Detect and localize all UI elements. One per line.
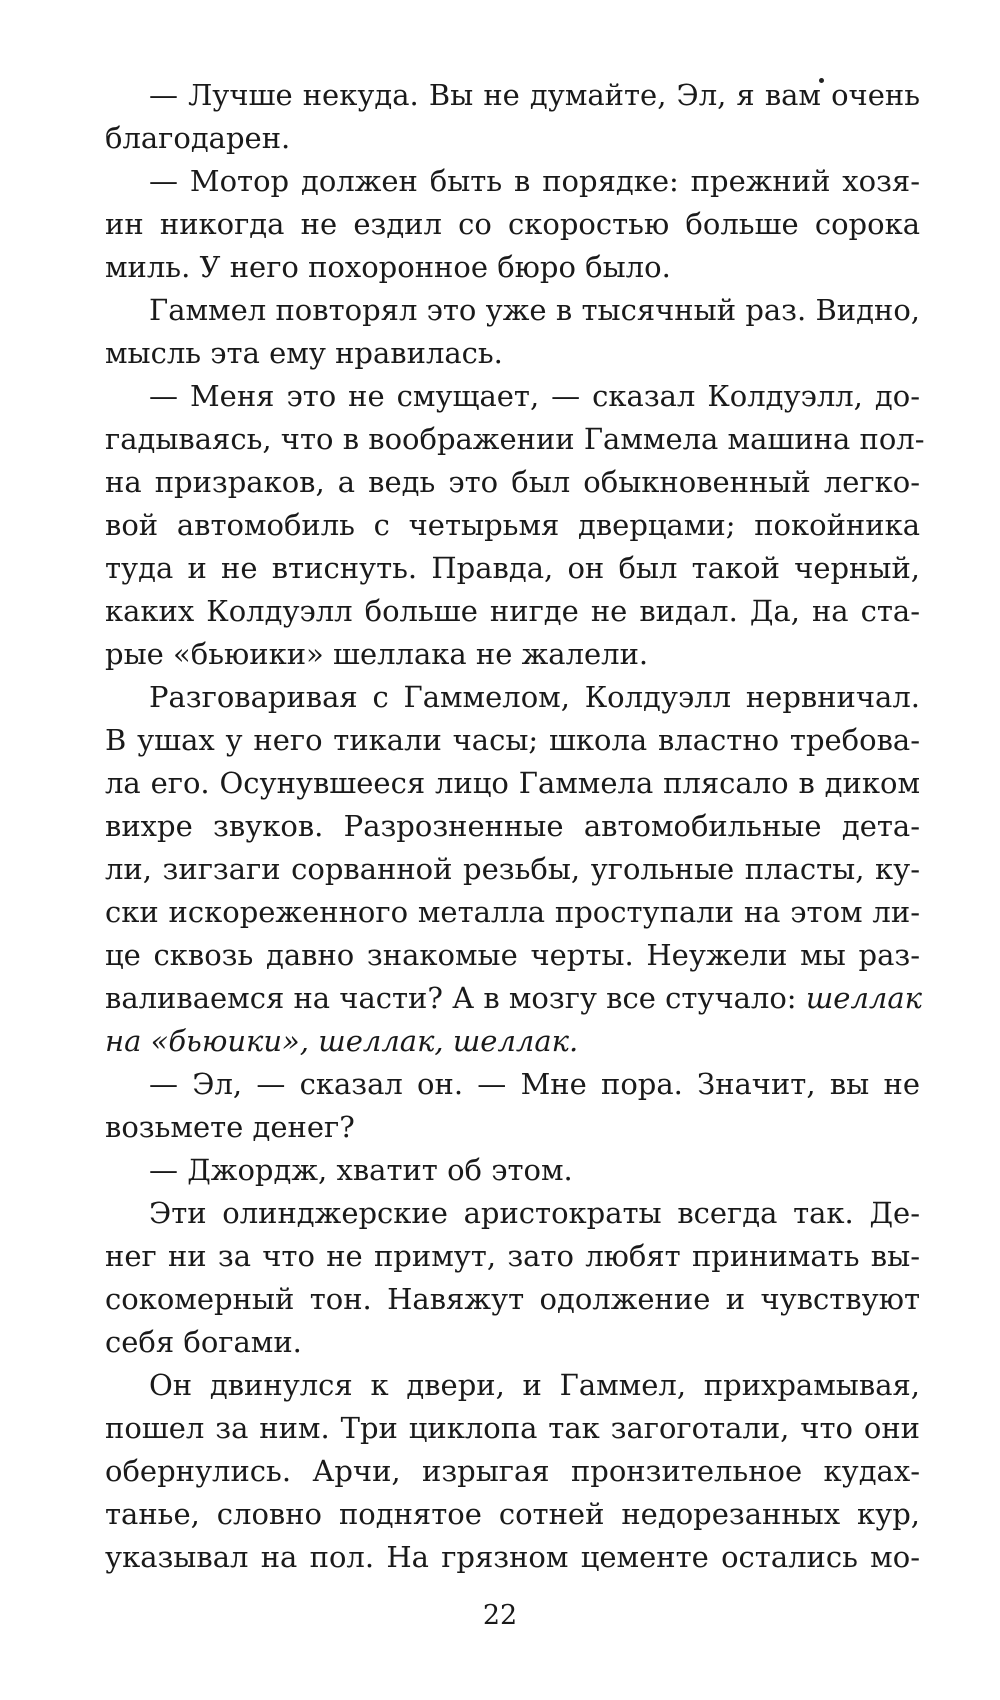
text-segment: валиваемся на части? А в мозгу все стучало: (105, 981, 806, 1015)
text-line (105, 977, 920, 1020)
text-line: гадываясь, что в воображении Гаммела машина пол- (105, 422, 925, 456)
italic-line: на «бьюики», шеллак, шеллак. (105, 1024, 579, 1058)
text-line: возьмете денег? (105, 1110, 355, 1144)
text-line: сокомерный тон. Навяжут одолжение и чувствуют (105, 1282, 920, 1316)
text-line: рые «бьюики» шеллака не жалели. (105, 637, 649, 671)
text-line: обернулись. Арчи, изрыгая пронзительное кудах- (105, 1454, 920, 1488)
text-line: вой автомобиль с четырьмя дверцами; покойника (105, 508, 920, 542)
italic-segment: шеллак (805, 981, 922, 1015)
text-line: каких Колдуэлл больше нигде не видал. Да, на ста- (105, 594, 920, 628)
text-line: ли, зигзаги сорванной резьбы, угольные пласты, ку- (105, 852, 920, 886)
text-line: ски искореженного металла проступали на этом ли- (105, 895, 920, 929)
text-line: танье, словно поднятое сотней недорезанных кур, (105, 1497, 920, 1531)
text-line: миль. У него похоронное бюро было. (105, 250, 671, 284)
text-line: пошел за ним. Три циклопа так загоготали, что они (105, 1411, 920, 1445)
text-line: це сквозь давно знакомые черты. Неужели мы раз- (105, 938, 920, 972)
text-line: на призраков, а ведь это был обыкновенный легко- (105, 465, 920, 499)
page-number: 22 (482, 1600, 518, 1631)
text-line: Гаммел повторял это уже в тысячный раз. Видно, (149, 293, 920, 327)
text-line: Он двинулся к двери, и Гаммел, прихрамывая, (149, 1368, 920, 1402)
text-line: В ушах у него тикали часы; школа властно требова- (105, 723, 920, 757)
text-line: себя богами. (105, 1325, 302, 1359)
text-line: Разговаривая с Гаммелом, Колдуэлл нервничал. (149, 680, 920, 714)
text-line: — Лучше некуда. Вы не думайте, Эл, я вам очень (149, 78, 920, 112)
text-line: вихре звуков. Разрозненные автомобильные дета- (105, 809, 920, 843)
text-line: благодарен. (105, 121, 291, 155)
text-line: ла его. Осунувшееся лицо Гаммела плясало в диком (105, 766, 920, 800)
text-line: нег ни за что не примут, зато любят принимать вы- (105, 1239, 920, 1273)
text-line: Эти олинджерские аристократы всегда так. Де- (149, 1196, 920, 1230)
text-line: — Меня это не смущает, — сказал Колдуэлл, до- (149, 379, 920, 413)
text-line: мысль эта ему нравилась. (105, 336, 503, 370)
text-line: ин никогда не ездил со скоростью больше сорока (105, 207, 920, 241)
body-text (105, 74, 925, 1579)
text-line: — Мотор должен быть в порядке: прежний хозя- (149, 164, 920, 198)
text-line: туда и не втиснуть. Правда, он был такой черный, (105, 551, 920, 585)
text-line: указывал на пол. На грязном цементе остались мо- (105, 1540, 920, 1574)
text-line: — Джордж, хватит об этом. (149, 1153, 573, 1187)
text-line: — Эл, — сказал он. — Мне пора. Значит, вы не (149, 1067, 920, 1101)
